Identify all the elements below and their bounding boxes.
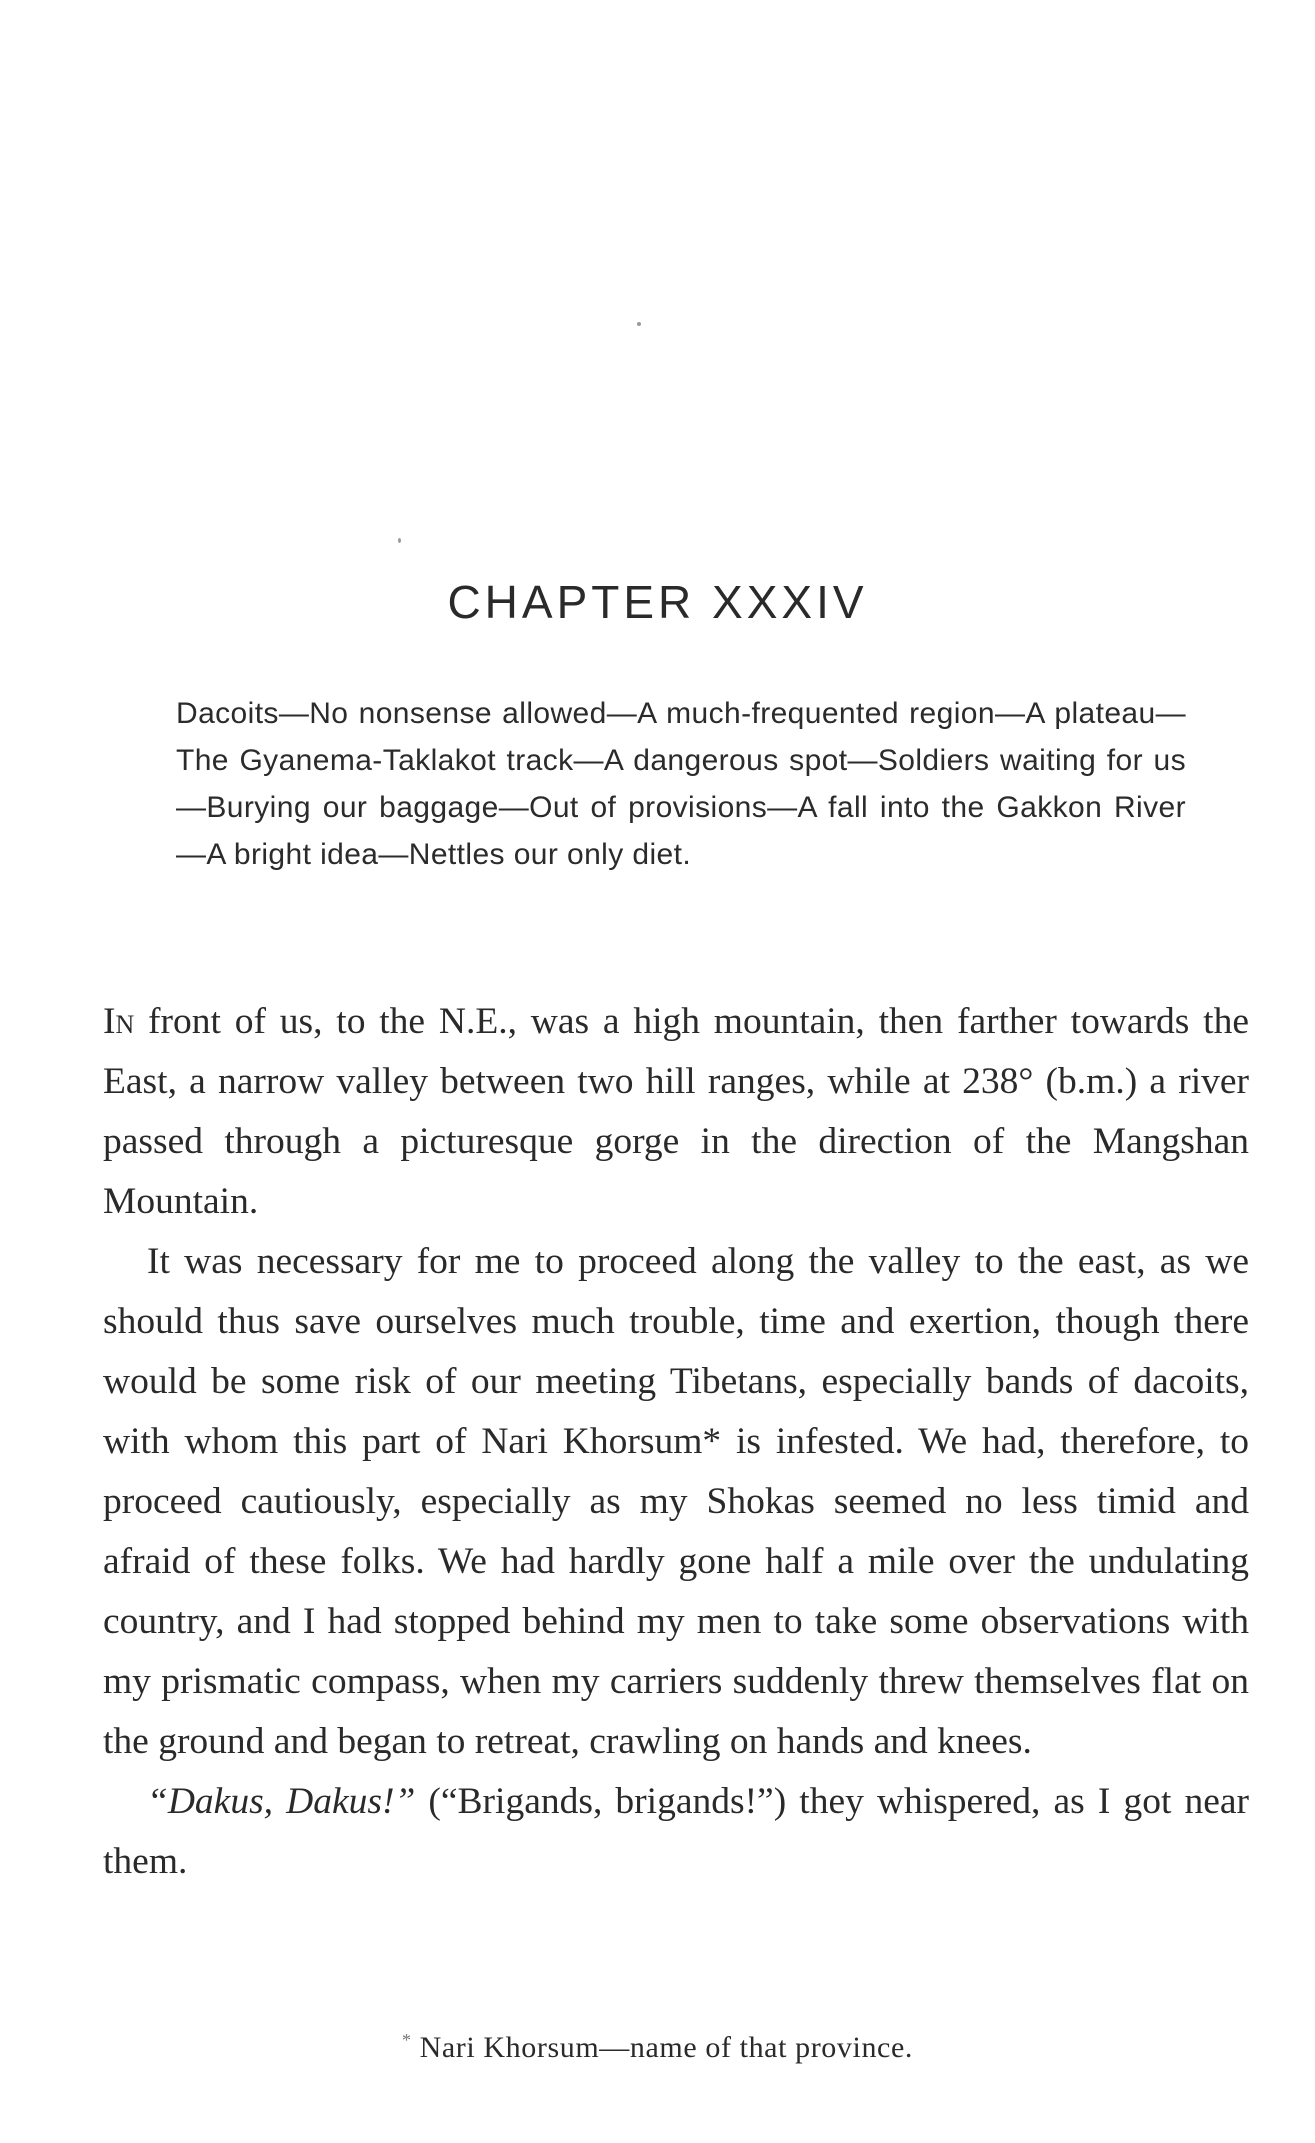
italic-quote: “Dakus, Dakus!” <box>147 1781 416 1822</box>
paragraph-3-text: (“Brigands, brigands!”) they whispered, as I got near them. <box>103 1781 1249 1882</box>
paper-speck <box>398 538 401 543</box>
body-text <box>103 992 1249 1892</box>
paragraph-3 <box>103 1772 1249 1892</box>
paragraph-1 <box>103 992 1249 1232</box>
paragraph-2: It was necessary for me to proceed along the valley to the east, as we should thus save ourselves much trouble, time and exertion, though there would be some risk of our meeting Tibetans, especially bands of dacoits, with whom this part of Nari Khorsum* is infested. We had, therefore, to proceed cautiously, especially as my Shokas seemed no less timid and afraid of these folks. We had hardly gone half a mile over the undulating country, and I had stopped behind my men to take some observations with my prismatic compass, when my carriers suddenly threw themselves flat on the ground and began to retreat, crawling on hands and knees. <box>103 1241 1249 1762</box>
chapter-synopsis: Dacoits—No nonsense allowed—A much-frequented region—A plateau—The Gyanema-Taklakot track—A dangerous spot—Soldiers waiting for us—Burying our baggage—Out of provisions—A fall into the Gakkon River—A bright idea—Nettles our only diet. <box>176 697 1186 871</box>
chapter-title: CHAPTER XXXIV <box>447 576 868 628</box>
footnote <box>0 2030 1315 2065</box>
paper-speck <box>637 322 641 326</box>
footnote-text: Nari Khorsum—name of that province. <box>419 2031 913 2064</box>
footnote-mark: * <box>402 2030 412 2050</box>
paragraph-1-text: front of us, to the N.E., was a high mountain, then farther towards the East, a narrow valley between two hill ranges, while at 238° (b.m.) a river passed through a picturesque gorge in the direction of the Mangshan Mountain. <box>103 1001 1249 1222</box>
initial-words: In <box>103 1001 135 1042</box>
